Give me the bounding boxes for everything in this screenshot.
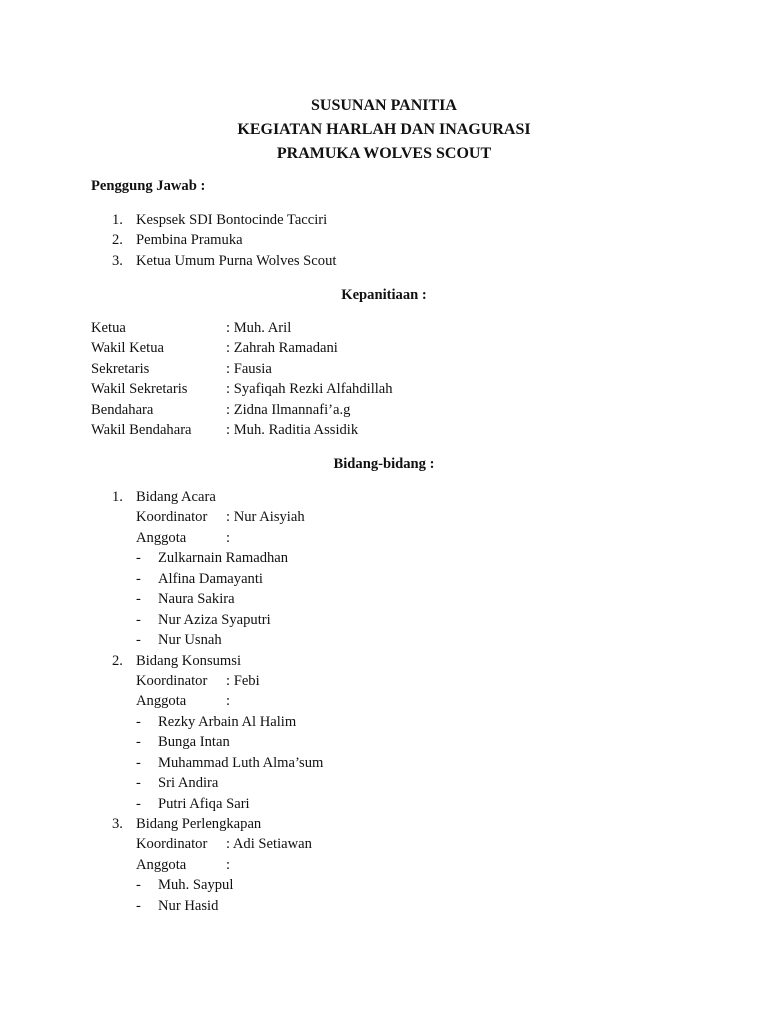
- member-dash: -: [136, 632, 141, 649]
- committee-name: : Muh. Aril: [226, 320, 292, 336]
- list-text: Ketua Umum Purna Wolves Scout: [136, 252, 337, 269]
- member-name: Nur Hasid: [158, 897, 219, 914]
- member-dash: -: [136, 611, 141, 628]
- field-number: 3.: [112, 816, 123, 832]
- committee-name: : Syafiqah Rezki Alfahdillah: [226, 381, 393, 398]
- list-number: 2.: [112, 232, 123, 249]
- member-name: Zulkarnain Ramadhan: [158, 550, 289, 567]
- member-name: Muhammad Luth Alma’sum: [158, 754, 324, 771]
- member-name: Sri Andira: [158, 775, 219, 792]
- list-item: [91, 230, 336, 250]
- member-dash: -: [136, 775, 141, 792]
- member-name: Bunga Intan: [158, 734, 230, 751]
- members-label: Anggota: [136, 529, 187, 546]
- list-text: Kespsek SDI Bontocinde Tacciri: [136, 212, 328, 228]
- committee-role: Ketua: [91, 320, 126, 336]
- member-name: Nur Usnah: [158, 632, 222, 649]
- member-dash: -: [136, 570, 141, 587]
- penanggung-jawab-heading: Penggung Jawab :: [91, 178, 206, 194]
- committee-role: Sekretaris: [91, 360, 150, 377]
- member-dash: -: [136, 795, 141, 812]
- title-line-2: KEGIATAN HARLAH DAN INAGURASI: [237, 121, 531, 138]
- coordinator-label: Koordinator: [136, 672, 208, 689]
- title-line-3: PRAMUKA WOLVES SCOUT: [276, 145, 492, 162]
- committee-role: Bendahara: [91, 401, 154, 418]
- coordinator-label: Koordinator: [136, 836, 208, 853]
- member-dash: -: [136, 754, 141, 771]
- committee-name: : Fausia: [226, 360, 272, 377]
- list-number: 3.: [112, 252, 123, 269]
- penanggung-jawab-list: [91, 210, 336, 271]
- committee-name: : Zidna Ilmannafi’a.g: [226, 401, 351, 418]
- field-title: Bidang Perlengkapan: [136, 816, 262, 832]
- committee-name: : Muh. Raditia Assidik: [226, 421, 359, 438]
- committee-role: Wakil Sekretaris: [91, 381, 188, 398]
- member-dash: -: [136, 713, 141, 730]
- member-dash: -: [136, 591, 141, 608]
- committee-role: Wakil Bendahara: [91, 421, 192, 438]
- members-colon: :: [226, 529, 231, 546]
- committee-name: : Zahrah Ramadani: [226, 340, 338, 357]
- field-title: Bidang Konsumsi: [136, 652, 241, 669]
- list-item: [91, 251, 336, 271]
- members-label: Anggota: [136, 856, 187, 873]
- members-colon: :: [226, 693, 231, 710]
- member-dash: -: [136, 734, 141, 751]
- coordinator-name: : Febi: [226, 672, 260, 689]
- member-name: Putri Afiqa Sari: [158, 795, 250, 812]
- member-name: Alfina Damayanti: [158, 570, 263, 587]
- members-label: Anggota: [136, 693, 187, 710]
- field-number: 2.: [112, 652, 123, 669]
- list-text: Pembina Pramuka: [136, 232, 243, 249]
- member-name: Muh. Saypul: [158, 877, 234, 894]
- field-number: 1.: [112, 489, 123, 505]
- field-title: Bidang Acara: [136, 489, 216, 505]
- committee-role: Wakil Ketua: [91, 340, 164, 357]
- coordinator-name: : Nur Aisyiah: [226, 509, 305, 526]
- member-dash: -: [136, 897, 141, 914]
- coordinator-name: : Adi Setiawan: [226, 836, 312, 853]
- list-number: 1.: [112, 212, 123, 228]
- bidang-heading: Bidang-bidang :: [333, 456, 435, 472]
- title-line-1: SUSUNAN PANITIA: [311, 97, 457, 114]
- members-colon: :: [226, 856, 231, 873]
- member-dash: -: [136, 550, 141, 567]
- coordinator-label: Koordinator: [136, 509, 208, 526]
- member-name: Nur Aziza Syaputri: [158, 611, 271, 628]
- member-name: Rezky Arbain Al Halim: [158, 713, 297, 730]
- kepanitiaan-heading: Kepanitiaan :: [341, 287, 427, 303]
- member-dash: -: [136, 877, 141, 894]
- list-item: [91, 210, 336, 230]
- member-name: Naura Sakira: [158, 591, 235, 608]
- document-title: [0, 94, 768, 166]
